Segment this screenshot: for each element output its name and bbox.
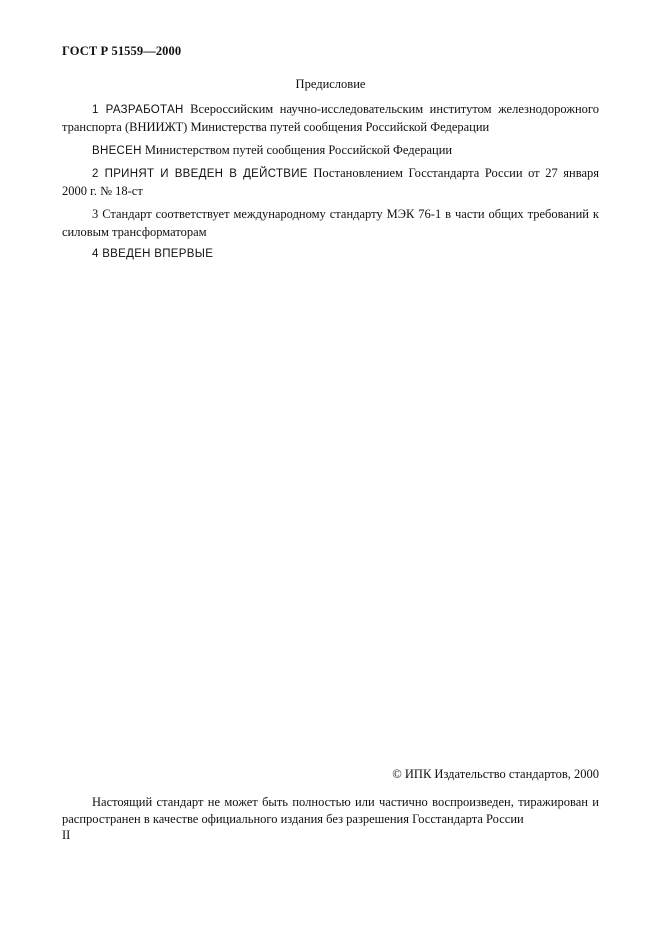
preface-paragraph-submitted <box>62 142 599 160</box>
paragraph-text: 3 Стандарт соответствует международному стандарту МЭК 76-1 в части общих требований к силовым трансформаторам <box>62 207 599 239</box>
standard-code: ГОСТ Р 51559—2000 <box>62 44 182 58</box>
preface-paragraph-4 <box>62 245 599 263</box>
page-number: II <box>62 828 71 842</box>
paragraph-text: Постановлением Госстандарта России от 27 января 2000 г. № 18-ст <box>62 166 599 198</box>
reproduction-notice: Настоящий стандарт не может быть полностью или частично воспроизведен, тиражирован и распространен в качестве официального издания без разрешения Госстандарта России <box>62 795 599 826</box>
paragraph-lead: ВНЕСЕН <box>92 145 142 157</box>
paragraph-lead: 1 РАЗРАБОТАН <box>92 104 184 116</box>
preface-paragraph-2 <box>62 165 599 200</box>
paragraph-text: Министерством путей сообщения Российской Федерации <box>141 143 453 157</box>
copyright-line: © ИПК Издательство стандартов, 2000 <box>392 767 599 781</box>
preface-title: Предисловие <box>295 77 366 91</box>
paragraph-lead: 2 ПРИНЯТ И ВВЕДЕН В ДЕЙСТВИЕ <box>92 168 308 180</box>
preface-paragraph-1 <box>62 101 599 136</box>
paragraph-text: Всероссийским научно-исследовательским институтом железнодорожного транспорта (ВНИИЖТ) Министерства путей сообщения Российской Федерации <box>62 102 599 134</box>
paragraph-lead: 4 ВВЕДЕН ВПЕРВЫЕ <box>92 248 214 260</box>
preface-paragraph-3 <box>62 206 599 241</box>
